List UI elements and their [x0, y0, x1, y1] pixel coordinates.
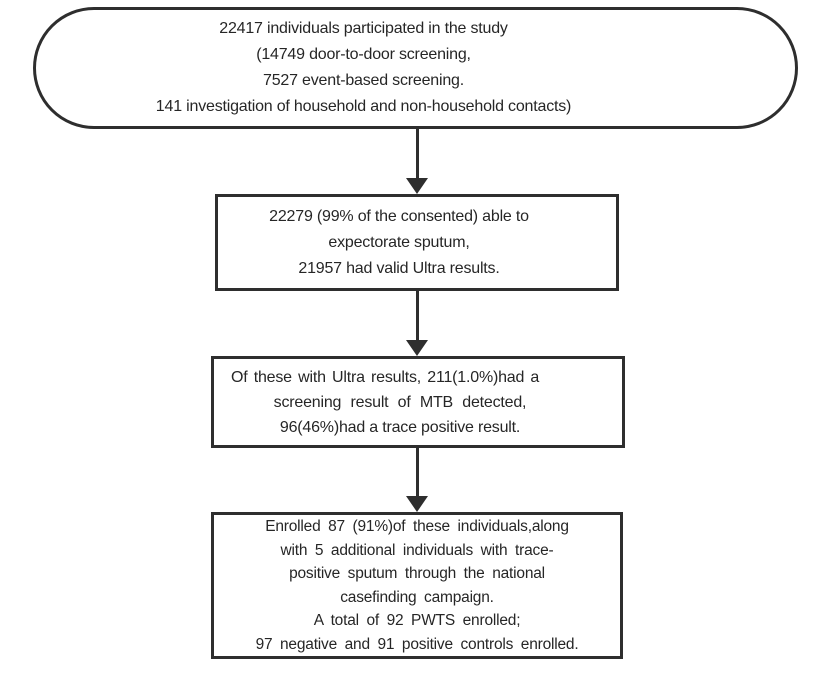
arrow-shaft: [416, 129, 419, 178]
arrow-down-icon: [406, 129, 428, 194]
text-line: 22279 (99% of the consented) able to: [269, 207, 529, 225]
text-line: Of these with Ultra results, 211(1.0%)had a: [231, 368, 540, 386]
text-line: positive sputum through the national: [289, 565, 545, 582]
node-sputum-text: [218, 204, 616, 282]
text-line: expectorate sputum,: [328, 233, 470, 251]
text-line: casefinding campaign.: [340, 588, 494, 606]
text-line: A total of 92 PWTS enrolled;: [313, 612, 521, 629]
arrow-head: [406, 496, 428, 512]
text-line: 22417 individuals participated in the study: [219, 20, 508, 37]
arrow-shaft: [416, 291, 419, 340]
node-enrolled-text: [214, 515, 620, 656]
node-sputum: [215, 194, 619, 291]
text-line: 7527 event-based screening.: [263, 72, 464, 89]
arrow-head: [406, 178, 428, 194]
arrow-down-icon: [406, 291, 428, 356]
text-line: (14749 door-to-door screening,: [256, 46, 471, 63]
text-line: screening result of MTB detected,: [273, 393, 527, 411]
node-ultra-results-text: [214, 365, 622, 440]
arrow-head: [406, 340, 428, 356]
arrow-shaft: [416, 448, 419, 496]
node-participants-text: [36, 16, 795, 120]
node-participants: [33, 7, 798, 129]
text-line: 21957 had valid Ultra results.: [298, 259, 500, 277]
text-line: with 5 additional individuals with trace-: [280, 541, 554, 559]
text-line: Enrolled 87 (91%)of these individuals,along: [265, 518, 569, 535]
node-ultra-results: [211, 356, 625, 448]
text-line: 141 investigation of household and non-household contacts): [155, 98, 572, 115]
node-enrolled: [211, 512, 623, 659]
text-line: 97 negative and 91 positive controls enrolled.: [255, 635, 579, 653]
text-line: 96(46%)had a trace positive result.: [279, 418, 521, 436]
arrow-down-icon: [406, 448, 428, 512]
